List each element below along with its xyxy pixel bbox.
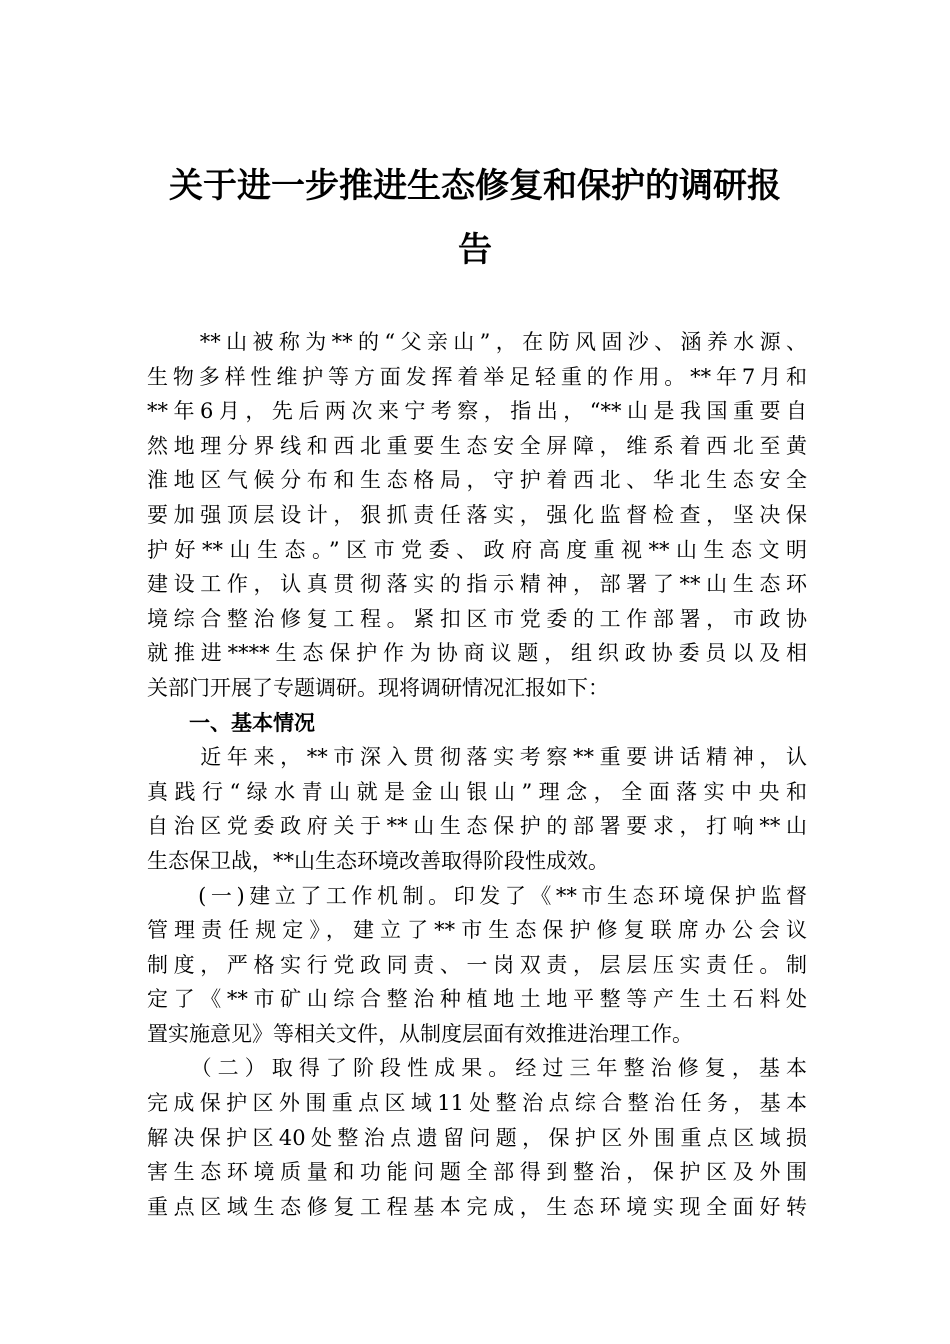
document-title-line-2: 告 bbox=[458, 230, 492, 270]
paragraph-line: **山被称为**的“父亲山”，在防风固沙、涵养水源、 bbox=[147, 330, 807, 354]
paragraph-line: 关部门开展了专题调研。现将调研情况汇报如下： bbox=[147, 675, 609, 700]
paragraph-line: 解决保护区40处整治点遗留问题，保护区外围重点区域损 bbox=[147, 1125, 807, 1150]
paragraph-line: 然地理分界线和西北重要生态安全屏障，维系着西北至黄 bbox=[147, 433, 807, 458]
paragraph-line: 完成保护区外围重点区域11处整治点综合整治任务，基本 bbox=[147, 1091, 807, 1116]
paragraph-line: 制度，严格实行党政同责、一岗双责，层层压实责任。制 bbox=[147, 952, 807, 977]
paragraph-line: 就推进****生态保护作为协商议题，组织政协委员以及相 bbox=[147, 641, 807, 666]
paragraph-line: 生态保卫战，**山生态环境改善取得阶段性成效。 bbox=[147, 848, 609, 873]
paragraph-line: 护好**山生态。”区市党委、政府高度重视**山生态文明 bbox=[147, 537, 807, 562]
paragraph-line: 生物多样性维护等方面发挥着举足轻重的作用。**年7月和 bbox=[147, 364, 807, 389]
document-body bbox=[147, 325, 807, 1224]
paragraph-line: （二）取得了阶段性成果。经过三年整治修复，基本 bbox=[147, 1056, 807, 1081]
paragraph-line: (一)建立了工作机制。印发了《**市生态环境保护监督 bbox=[147, 883, 807, 908]
paragraph-line: 定了《**市矿山综合整治种植地土地平整等产生土石料处 bbox=[147, 987, 807, 1012]
section-heading: 一、基本情况 bbox=[147, 710, 315, 735]
paragraph-line: 管理责任规定》，建立了**市生态保护修复联席办公会议 bbox=[147, 918, 807, 943]
paragraph-line: 重点区域生态修复工程基本完成，生态环境实现全面好转 bbox=[147, 1194, 807, 1219]
paragraph-line: 境综合整治修复工程。紧扣区市党委的工作部署，市政协 bbox=[147, 606, 807, 631]
paragraph-line: **年6月，先后两次来宁考察，指出，“**山是我国重要自 bbox=[147, 399, 807, 424]
paragraph-line: 害生态环境质量和功能问题全部得到整治，保护区及外围 bbox=[147, 1160, 807, 1185]
paragraph-line: 建设工作，认真贯彻落实的指示精神，部署了**山生态环 bbox=[147, 572, 807, 597]
paragraph-line: 淮地区气候分布和生态格局，守护着西北、华北生态安全 bbox=[147, 468, 807, 493]
paragraph-line: 近年来，**市深入贯彻落实考察**重要讲话精神，认 bbox=[147, 745, 807, 770]
paragraph-line: 要加强顶层设计，狠抓责任落实，强化监督检查，坚决保 bbox=[147, 502, 807, 527]
paragraph-line: 自治区党委政府关于**山生态保护的部署要求，打响**山 bbox=[147, 814, 807, 839]
paragraph-line: 真践行“绿水青山就是金山银山”理念，全面落实中央和 bbox=[147, 779, 807, 804]
paragraph-line: 置实施意见》等相关文件，从制度层面有效推进治理工作。 bbox=[147, 1021, 693, 1046]
document-title-line-1: 关于进一步推进生态修复和保护的调研报 bbox=[169, 166, 781, 206]
